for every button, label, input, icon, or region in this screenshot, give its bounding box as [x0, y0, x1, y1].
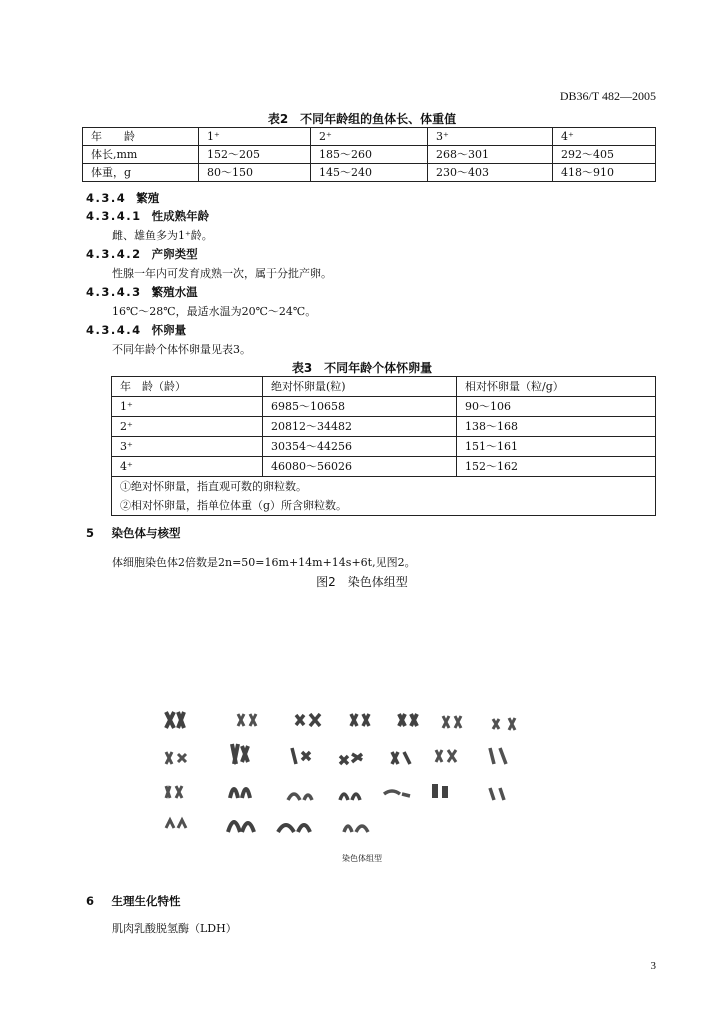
table-cell: 80～150	[199, 164, 311, 182]
section-number: 6	[86, 894, 96, 908]
section-number: 4.3.4.4	[86, 323, 142, 337]
section-title: 繁殖水温	[151, 285, 198, 299]
paragraph: 肌肉乳酸脱氢酶（LDH）	[112, 922, 237, 935]
table-cell: 152～205	[199, 146, 311, 164]
paragraph: 16℃～28℃，最适水温为20℃～24℃。	[112, 305, 317, 318]
section-title: 繁殖	[136, 191, 160, 205]
section-heading	[86, 284, 198, 300]
table-header-cell: 相对怀卵量（粒/g）	[457, 377, 656, 397]
section-heading	[86, 893, 181, 909]
table-notes-row	[112, 477, 656, 516]
table-row	[112, 457, 656, 477]
table-cell: 292～405	[553, 146, 656, 164]
table-notes	[112, 477, 656, 516]
table-cell: 152～162	[457, 457, 656, 477]
table-note: ②相对怀卵量，指单位体重（g）所含卵粒数。	[120, 499, 348, 512]
table-cell: 185～260	[311, 146, 428, 164]
section-number: 4.3.4.1	[86, 209, 142, 223]
table3	[111, 376, 656, 516]
section-number: 4.3.4	[86, 191, 127, 205]
section-title: 性成熟年龄	[151, 209, 210, 223]
table-cell: 1⁺	[199, 128, 311, 146]
section-number: 4.3.4.3	[86, 285, 142, 299]
section-number: 5	[86, 526, 96, 540]
table-row	[112, 417, 656, 437]
table-cell: 2⁺	[311, 128, 428, 146]
table-cell: 46080～56026	[263, 457, 457, 477]
table-note: ①绝对怀卵量，指直观可数的卵粒数。	[120, 480, 307, 493]
section-title: 染色体与核型	[111, 526, 181, 540]
section-heading	[86, 322, 186, 338]
section-heading	[86, 525, 181, 541]
table2	[82, 127, 656, 182]
table-row	[83, 164, 656, 182]
section-title: 怀卵量	[151, 323, 187, 337]
page-number: 3	[650, 960, 656, 972]
section-title: 生理生化特性	[111, 894, 181, 908]
table-cell: 体重，g	[83, 164, 199, 182]
table-cell: 20812～34482	[263, 417, 457, 437]
table-cell: 3⁺	[428, 128, 553, 146]
table-cell: 418～910	[553, 164, 656, 182]
table-row	[112, 437, 656, 457]
table-cell: 4⁺	[553, 128, 656, 146]
table-cell: 151～161	[457, 437, 656, 457]
standard-number: DB36/T 482—2005	[559, 89, 656, 103]
table-header-row	[112, 377, 656, 397]
table-cell: 230～403	[428, 164, 553, 182]
paragraph: 雌、雄鱼多为1⁺龄。	[112, 229, 213, 242]
table-header-cell: 年 龄（龄）	[112, 377, 263, 397]
table-row	[83, 146, 656, 164]
table3-caption: 表3 不同年龄个体怀卵量	[291, 361, 433, 375]
section-heading	[86, 190, 159, 206]
table-cell: 90～106	[457, 397, 656, 417]
table-cell: 1⁺	[112, 397, 263, 417]
figure-image-label: 染色体组型	[342, 854, 382, 863]
table-cell: 2⁺	[112, 417, 263, 437]
table-cell: 3⁺	[112, 437, 263, 457]
table-cell: 268～301	[428, 146, 553, 164]
table-cell: 体长,mm	[83, 146, 199, 164]
paragraph: 性腺一年内可发育成熟一次，属于分批产卵。	[112, 267, 332, 280]
table-cell: 138～168	[457, 417, 656, 437]
section-title: 产卵类型	[151, 247, 198, 261]
section-number: 4.3.4.2	[86, 247, 142, 261]
paragraph: 体细胞染色体2倍数是2n=50=16m+14m+14s+6t,见图2。	[112, 556, 416, 569]
section-heading	[86, 246, 198, 262]
table-row	[112, 397, 656, 417]
table-row	[83, 128, 656, 146]
table-cell: 30354～44256	[263, 437, 457, 457]
table-header-cell: 绝对怀卵量(粒)	[263, 377, 457, 397]
table-cell: 145～240	[311, 164, 428, 182]
table-cell: 年 龄	[83, 128, 199, 146]
table2-caption: 表2 不同年龄组的鱼体长、体重值	[267, 112, 457, 126]
paragraph: 不同年龄个体怀卵量见表3。	[112, 343, 251, 356]
figure2-caption: 图2 染色体组型	[316, 575, 408, 589]
table-cell: 4⁺	[112, 457, 263, 477]
section-heading	[86, 208, 209, 224]
table-cell: 6985～10658	[263, 397, 457, 417]
karyotype-image	[150, 700, 550, 840]
